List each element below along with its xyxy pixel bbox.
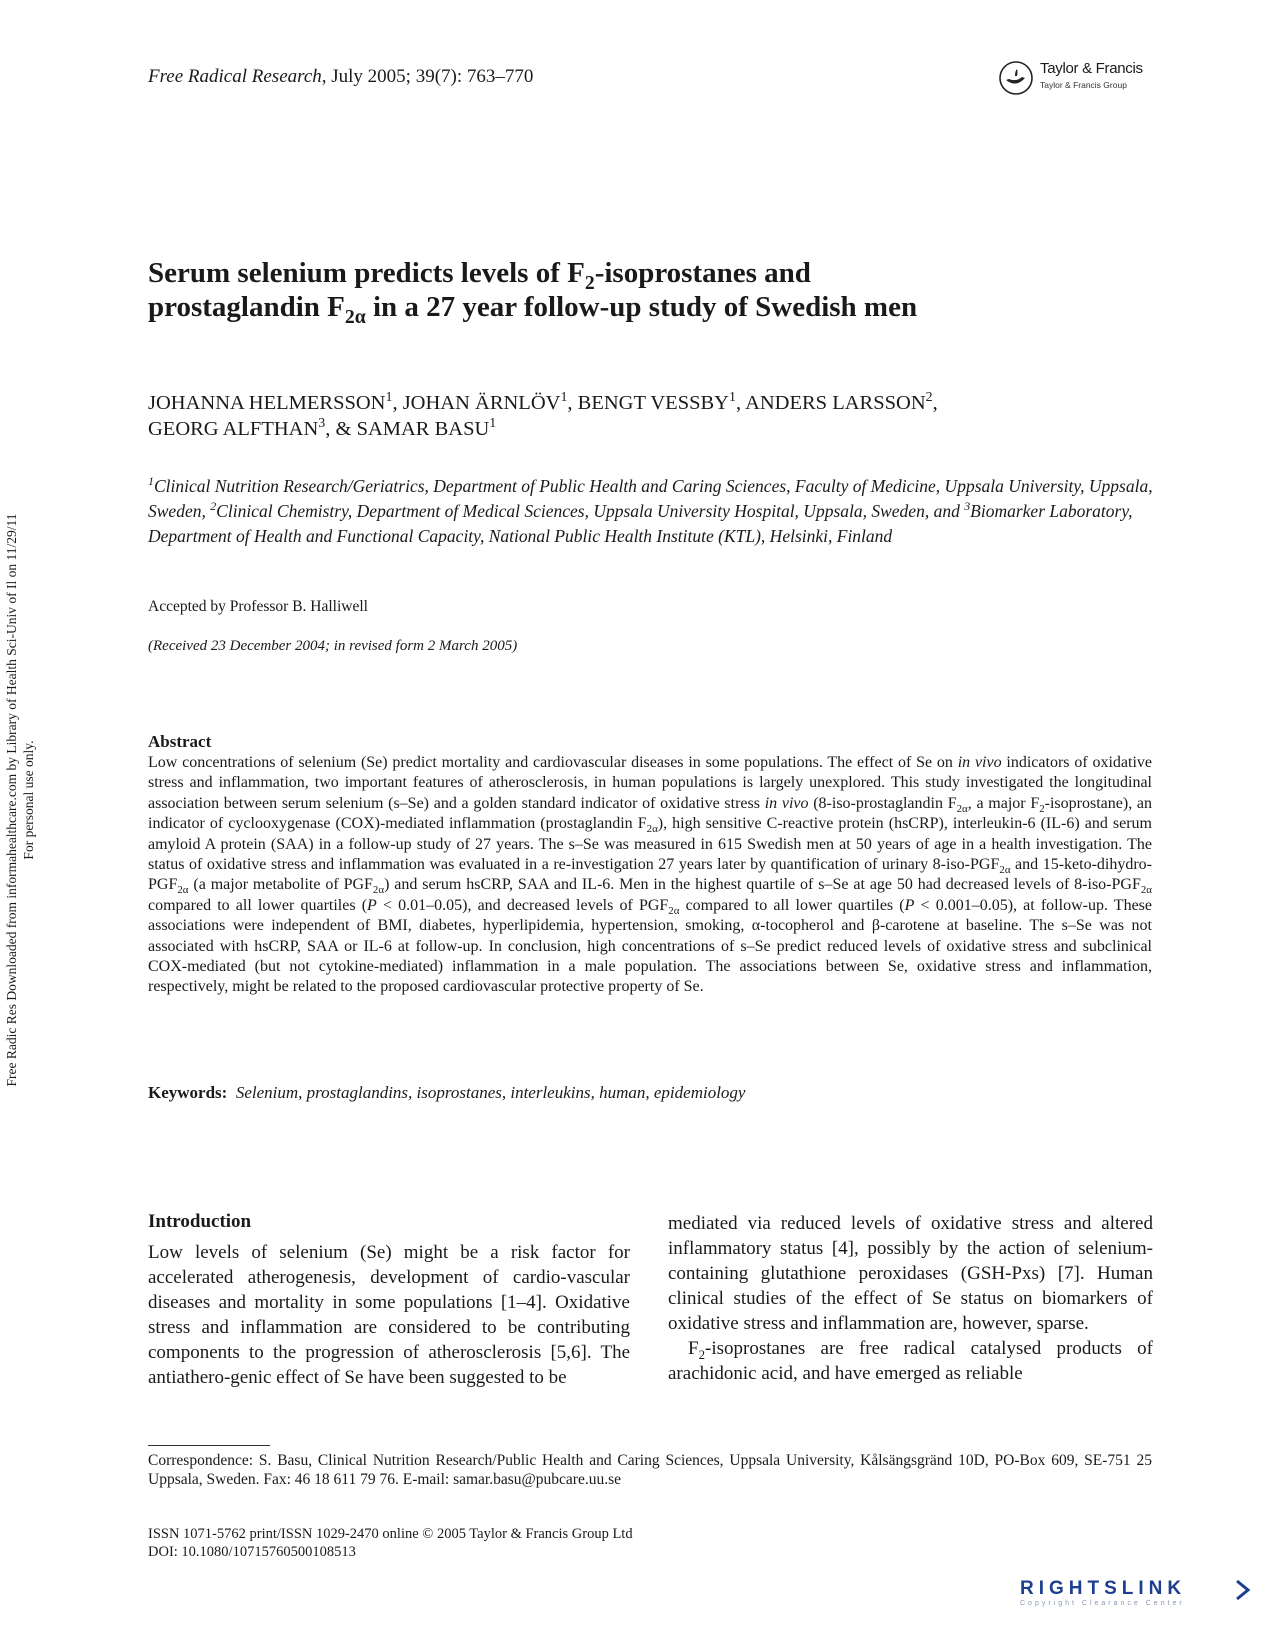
title-subscript: 2α — [344, 305, 366, 328]
author-name: GEORG ALFTHAN — [148, 418, 319, 440]
rightslink-tagline: Copyright Clearance Center — [1020, 1600, 1185, 1607]
author-affiliation-mark: 3 — [318, 416, 326, 432]
keywords-label: Keywords: — [148, 1083, 228, 1102]
author-name: & SAMAR BASU — [335, 418, 490, 440]
publisher-logo — [998, 58, 1168, 98]
abstract-subscript: 2α — [668, 905, 680, 918]
paragraph-text: -isoprostanes are free radical catalysed products of arachidonic acid, and have emerged as reliable — [668, 1338, 1153, 1384]
keywords — [148, 1083, 1152, 1103]
keywords-list: Selenium, prostaglandins, isoprostanes, interleukins, human, epidemiology — [235, 1083, 746, 1102]
journal-citation — [148, 66, 533, 88]
doi-line: DOI: 10.1080/10715760500108513 — [148, 1544, 356, 1560]
correspondence-note: Correspondence: S. Basu, Clinical Nutrition Research/Public Health and Caring Sciences, Uppsala University, Kålsängsgränd 10D, PO-Box 609, SE-751 25 Uppsala, Sweden. Fax: 46 18 611 79 76. E-mail: samar.basu@pubcare.uu.se — [148, 1452, 1152, 1488]
journal-issue: , July 2005; 39(7): 763–770 — [321, 66, 534, 87]
affiliation-text: Biomarker Laboratory, Department of Health and Functional Capacity, National Public Health Institute (KTL), Helsinki, Finland — [148, 501, 1133, 546]
affiliations — [148, 474, 1158, 549]
abstract-italic: in vivo — [764, 794, 809, 812]
accepted-by: Accepted by Professor B. Halliwell — [148, 598, 368, 615]
author-affiliation-mark: 1 — [489, 416, 497, 432]
abstract-text: (a major metabolite of PGF — [188, 876, 373, 894]
affiliation-text: Clinical Chemistry, Department of Medical Sciences, Uppsala University Hospital, Uppsala, Sweden, and — [216, 501, 965, 521]
watermark-line-2: For personal use only. — [21, 740, 36, 860]
paragraph-subscript: 2 — [698, 1346, 706, 1362]
abstract-subscript: 2α — [372, 884, 385, 897]
abstract-text: compared to all lower quartiles ( — [148, 896, 368, 914]
paragraph-text: F — [688, 1338, 699, 1359]
abstract-subscript: 2α — [1140, 884, 1152, 897]
lamp-logo-icon — [998, 60, 1034, 96]
introduction-left-column: Low levels of selenium (Se) might be a risk factor for accelerated atherogenesis, development of cardio-vascular diseases and mortality in some populations [1–4]. Oxidative stress and inflammation are considered to be contributing components to the progression of atherosclerosis [5,6]. The antiathero-genic effect of Se have been suggested to be — [148, 1242, 630, 1388]
abstract-text: , a major F — [967, 794, 1040, 812]
abstract-italic: in vivo — [957, 754, 1002, 771]
chevron-right-icon — [1234, 1579, 1252, 1601]
abstract-text: < 0.001–0.05), at follow-up. These associations were independent of BMI, diabetes, hyperlipidemia, hypertension, smoking, α-tocopherol and β-carotene at baseline. The s–Se was not associated with hsCRP, SAA or IL-6 at follow-up. In conclusion, high concentrations of s–Se predict reduced levels of oxidative stress and subclinical COX-mediated (but not cytokine-mediated) inflammation in a male population. The associations between Se, oxidative stress and inflammation, respectively, might be related to the proposed cardiovascular protective property of Se. — [148, 896, 1152, 996]
rightslink-logo[interactable] — [1020, 1578, 1250, 1618]
issn-block — [148, 1525, 633, 1561]
publisher-group: Taylor & Francis Group — [1040, 80, 1127, 90]
rightslink-wordmark: RIGHTSLINK — [1020, 1578, 1187, 1599]
abstract-text: indicators of oxidative stress and inflammation, two important features of atherosclerosis, in human populations is largely unexplored. This study investigated the longitudinal association between serum selenium (s–Se) and a golden standard indicator of oxidative stress — [148, 754, 1152, 812]
affiliation-text: Clinical Nutrition Research/Geriatrics, Department of Public Health and Caring Sciences, Faculty of Medicine, Uppsala University, Uppsala, Sweden, — [148, 476, 1153, 521]
abstract-subscript: 2 — [1039, 803, 1045, 815]
journal-name: Free Radical Research — [148, 66, 322, 87]
abstract-subscript: 2α — [177, 884, 189, 897]
abstract-subscript: 2α — [999, 864, 1011, 877]
introduction-right-column — [668, 1211, 1153, 1386]
affiliation-mark: 3 — [964, 499, 971, 514]
affiliation-mark: 1 — [148, 474, 154, 489]
author-affiliation-mark: 2 — [925, 390, 933, 406]
abstract-text: (8-iso-prostaglandin F — [808, 794, 957, 812]
title-text: in a 27 year follow-up study of Swedish men — [365, 291, 918, 323]
paragraph: mediated via reduced levels of oxidative stress and altered inflammatory status [4], possibly by the action of selenium-containing glutathione peroxidases (GSH-Pxs) [7]. Human clinical studies of the effect of Se status on biomarkers of oxidative stress and inflammation are, however, sparse. — [668, 1213, 1153, 1334]
article-title — [148, 256, 1148, 328]
abstract-text: < 0.01–0.05), and decreased levels of PGF — [376, 896, 669, 914]
author-list: JOHANNA HELMERSSON$^1$, JOHAN ÄRNLÖV$^1$, BENGT VESSBY$^1$, ANDERS LARSSON$^2$, GEORG ALFTHAN$^3$, & SAMAR BASU$^1$ — [148, 390, 938, 440]
watermark-line-1: Free Radic Res Downloaded from informahealthcare.com by Library of Health Sci-Univ of Il on 11/29/11 — [4, 513, 19, 1087]
abstract-text: ) and serum hsCRP, SAA and IL-6. Men in the highest quartile of s–Se at age 50 had decreased levels of 8-iso-PGF — [384, 876, 1141, 894]
title-text: prostaglandin F — [148, 291, 345, 323]
author-affiliation-mark: 1 — [728, 390, 736, 406]
abstract-subscript: 2α — [956, 803, 968, 815]
publisher-name: Taylor & Francis — [1040, 60, 1143, 77]
paragraph — [668, 1336, 1153, 1386]
author-name: ANDERS LARSSON — [745, 392, 926, 414]
abstract-italic: P — [904, 896, 915, 914]
author-name: JOHAN ÄRNLÖV — [402, 392, 561, 414]
abstract-text: compared to all lower quartiles ( — [679, 896, 905, 914]
abstract-heading: Abstract — [148, 732, 212, 751]
footnote-divider — [148, 1445, 270, 1446]
abstract-text: Low concentrations of selenium (Se) predict mortality and cardiovascular diseases in some populations. The effect of Se on — [148, 754, 958, 771]
author-name: JOHANNA HELMERSSON — [148, 392, 386, 414]
abstract-text: ), high sensitive C-reactive protein (hsCRP), interleukin-6 (IL-6) and serum amyloid A protein (SAA) in a follow-up study of 27 years. The s–Se was measured in 615 Swedish men at 50 years of age in a health investigation. The status of oxidative stress and inflammation was evaluated in a re-investigation 27 years later by quantification of urinary 8-iso-PGF — [148, 815, 1153, 874]
author-name: BENGT VESSBY — [577, 392, 729, 414]
affiliation-mark: 2 — [210, 499, 217, 514]
author-affiliation-mark: 1 — [560, 390, 568, 406]
author-affiliation-mark: 1 — [385, 390, 393, 406]
title-text: Serum selenium predicts levels of F — [148, 257, 585, 289]
abstract-text: -isoprostane), an indicator of cyclooxygenase (COX)-mediated inflammation (prostaglandin F — [148, 794, 1153, 833]
issn-line: ISSN 1071-5762 print/ISSN 1029-2470 online © 2005 Taylor & Francis Group Ltd — [148, 1526, 633, 1542]
abstract-body — [148, 753, 1152, 998]
received-dates: (Received 23 December 2004; in revised form 2 March 2005) — [148, 638, 518, 654]
introduction-heading: Introduction — [148, 1211, 252, 1232]
title-text: -isoprostanes and — [594, 257, 811, 289]
abstract-subscript: 2α — [646, 823, 658, 836]
download-watermark — [0, 0, 60, 1651]
abstract-text: and 15-keto-dihydro- PGF — [148, 856, 1153, 894]
abstract-italic: P — [367, 896, 377, 914]
title-subscript: 2 — [584, 271, 595, 294]
